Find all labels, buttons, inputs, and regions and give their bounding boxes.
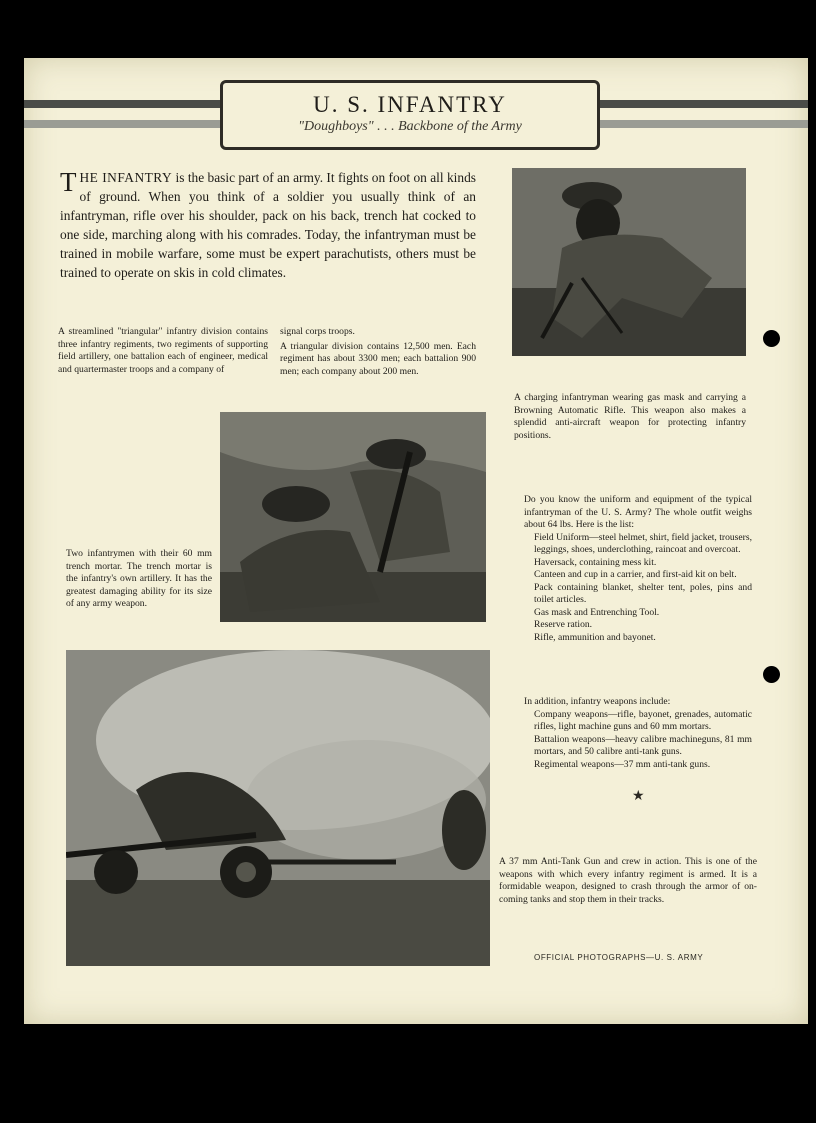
equipment-item: Reserve ration. (534, 619, 593, 630)
title-box (220, 80, 600, 150)
weapons-intro: In addition, infantry weapons include: (524, 696, 671, 707)
page-subtitle: "Doughboys" . . . Backbone of the Army (298, 119, 522, 134)
photo-gas-mask-infantryman (512, 168, 746, 356)
caption-antitank-text: A 37 mm Anti-Tank Gun and crew in action. This is one of the weapons with which every infantry regiment is armed. It is a formidable weapon, designed to crash through the armor of on-coming tanks and stop them in their tracks. (499, 856, 757, 905)
division-text-2: signal corps troops. (280, 326, 355, 337)
caption-gas-mask-text: A charging infantryman wearing gas mask and carrying a Browning Automatic Rifle. This weapon also makes a splendid anti-aircraft weapon for protecting infantry positions. (514, 392, 746, 441)
equipment-item: Rifle, ammunition and bayonet. (534, 631, 656, 643)
photo-mortar-crew (220, 412, 486, 622)
division-text-1: A streamlined "triangular" infantry division contains three infantry regiments, two regiments of supporting field artillery, one battalion each of engineer, medical and quartermaster troops and a company of (58, 326, 268, 375)
weapons-item: Company weapons—rifle, bayonet, grenades, automatic rifles, light machine guns and 60 mm mortars. (534, 708, 752, 732)
caption-antitank (499, 856, 757, 906)
caption-mortar-text: Two infantrymen with their 60 mm trench mortar. The trench mortar is the infantry's own artillery. It has the greatest damaging ability for its size of any army weapon. (66, 548, 212, 609)
weapons-item: Regimental weapons—37 mm anti-tank guns. (534, 758, 711, 770)
equipment-item: Pack containing blanket, shelter tent, poles, pins and toilet articles. (534, 581, 752, 605)
weapons-list (524, 696, 752, 771)
equipment-intro: Do you know the uniform and equipment of the typical infantryman of the U. S. Army? The whole outfit weighs about 64 lbs. Here is the list: (524, 494, 752, 530)
weapons-item: Battalion weapons—heavy calibre machineguns, 81 mm mortars, and 50 calibre anti-tank guns. (534, 733, 752, 757)
binder-hole-top (763, 330, 780, 347)
intro-lead: HE INFANTRY (79, 170, 173, 185)
page-title: U. S. INFANTRY (313, 92, 507, 117)
equipment-item: Field Uniform—steel helmet, shirt, field jacket, trousers, leggings, shoes, underclothing, raincoat and overcoat. (534, 531, 752, 555)
poster-page (24, 58, 808, 1024)
intro-paragraph (60, 168, 476, 282)
division-text-col1 (58, 326, 268, 376)
intro-dropcap: T (60, 167, 77, 197)
binder-hole-bottom (763, 666, 780, 683)
division-text-3: A triangular division contains 12,500 men. Each regiment has about 3300 men; each battalion 900 men; each company about 200 men. (280, 340, 476, 377)
equipment-item: Canteen and cup in a carrier, and first-aid kit on belt. (534, 569, 737, 580)
caption-gas-mask (514, 392, 746, 442)
equipment-list (524, 494, 752, 644)
equipment-item: Gas mask and Entrenching Tool. (534, 606, 660, 618)
equipment-item: Haversack, containing mess kit. (534, 556, 657, 568)
photo-credit: OFFICIAL PHOTOGRAPHS—U. S. ARMY (534, 953, 704, 962)
caption-mortar (66, 548, 212, 611)
star-icon: ★ (632, 789, 645, 804)
division-text-col2 (280, 326, 476, 378)
intro-body: is the basic part of an army. It fights on foot on all kinds of ground. When you think of a soldier you usually think of an infantryman, rifle over his shoulder, pack on his back, trench hat cocked to one side, marching along with his comrades. Today, the infantryman must be trained in mobile warfare, some must be expert parachutists, others must be trained to operate on skis in cold climates. (60, 170, 476, 280)
photo-antitank-gun (66, 650, 490, 966)
